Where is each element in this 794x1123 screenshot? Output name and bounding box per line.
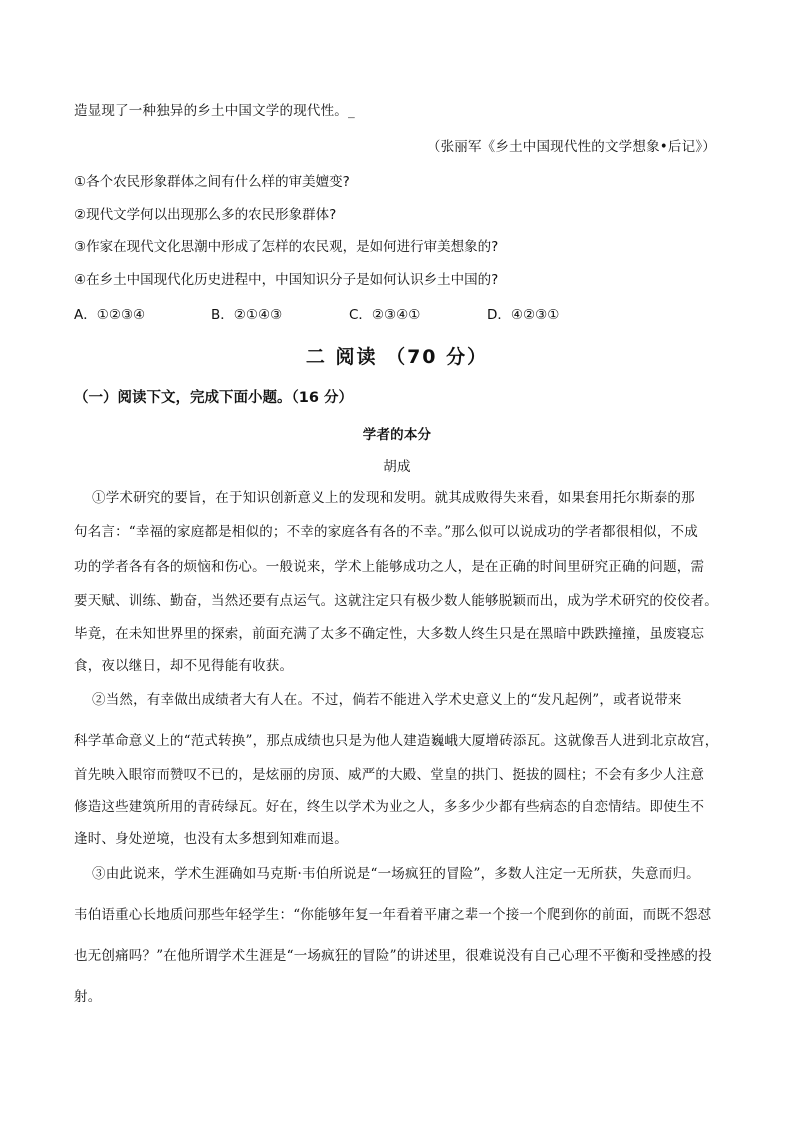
article-line: 逢时、身处逆境，也没有太多想到知难而退。	[74, 831, 348, 847]
article-title: 学者的本分	[362, 427, 432, 443]
option-c: C．②③④①	[349, 307, 421, 323]
article-line: 功的学者各有各的烦恼和伤心。一般说来，学术上能够成功之人，是在正确的时间里研究正确的问题，需	[74, 559, 705, 575]
article-line: 韦伯语重心长地质问那些年轻学生：“你能够年复一年看着平庸之辈一个接一个爬到你的前面，而既不怨怼	[74, 907, 712, 923]
article-author: 胡成	[383, 459, 411, 475]
question-item: ①各个农民形象群体之间有什么样的审美嬗变?	[74, 174, 350, 190]
article-line: 修造这些建筑所用的青砖绿瓦。好在，终生以学术为业之人，多多少少都有些病态的自恋情结。即使生不	[74, 799, 705, 815]
article-line: ①学术研究的要旨，在于知识创新意义上的发现和发明。就其成败得失来看，如果套用托尔斯泰的那	[92, 490, 695, 506]
article-line: 也无创痛吗？”在他所谓学术生涯是“一场疯狂的冒险”的讲述里，很难说没有自己心理不平衡和受挫感的投	[74, 948, 712, 964]
option-d: D．④②③①	[487, 307, 560, 323]
question-item: ④在乡土中国现代化历史进程中，中国知识分子是如何认识乡土中国的?	[74, 272, 499, 288]
article-line: 食，夜以继日，却不见得能有收获。	[74, 658, 294, 674]
question-item: ③作家在现代文化思潮中形成了怎样的农民观，是如何进行审美想象的?	[74, 239, 499, 255]
article-line: ②当然，有幸做出成绩者大有人在。不过，倘若不能进入学术史意义上的“发凡起例”，或者说带来	[92, 692, 682, 708]
article-line: 毕竟，在未知世界里的探索，前面充满了太多不确定性，大多数人终生只是在黑暗中跌跌撞撞，虽废寝忘	[74, 626, 705, 642]
article-line: 要天赋、训练、勤奋，当然还要有点运气。这就注定只有极少数人能够脱颖而出，成为学术研究的佼佼者。	[74, 593, 718, 609]
article-line: 射。	[74, 989, 102, 1005]
article-line: ③由此说来，学术生涯确如马克斯·韦伯所说是“一场疯狂的冒险”，多数人注定一无所获，失意而归。	[92, 866, 700, 882]
section-title: 二 阅读 （70 分）	[305, 346, 489, 368]
part-title: （一）阅读下文，完成下面小题。（16 分）	[74, 390, 353, 406]
option-a: A．①②③④	[74, 307, 146, 323]
article-line: 句名言：“幸福的家庭都是相似的；不幸的家庭各有各的不幸。”那么似可以说成功的学者都很相似，不成	[74, 524, 698, 540]
option-b: B．②①④③	[211, 307, 283, 323]
intro-source: （张丽军《乡土中国现代性的文学想象•后记》）	[426, 139, 716, 155]
question-item: ②现代文学何以出现那么多的农民形象群体?	[74, 207, 337, 223]
article-line: 科学革命意义上的“范式转换”，那点成绩也只是为他人建造巍峨大厦增砖添瓦。这就像吾人进到北京故宫，	[74, 733, 719, 749]
article-line: 首先映入眼帘而赞叹不已的，是炫丽的房顶、威严的大殿、堂皇的拱门、挺拔的圆柱；不会有多少人注意	[74, 767, 705, 783]
intro-continuation: 造显现了一种独异的乡土中国文学的现代性。_	[74, 103, 355, 119]
